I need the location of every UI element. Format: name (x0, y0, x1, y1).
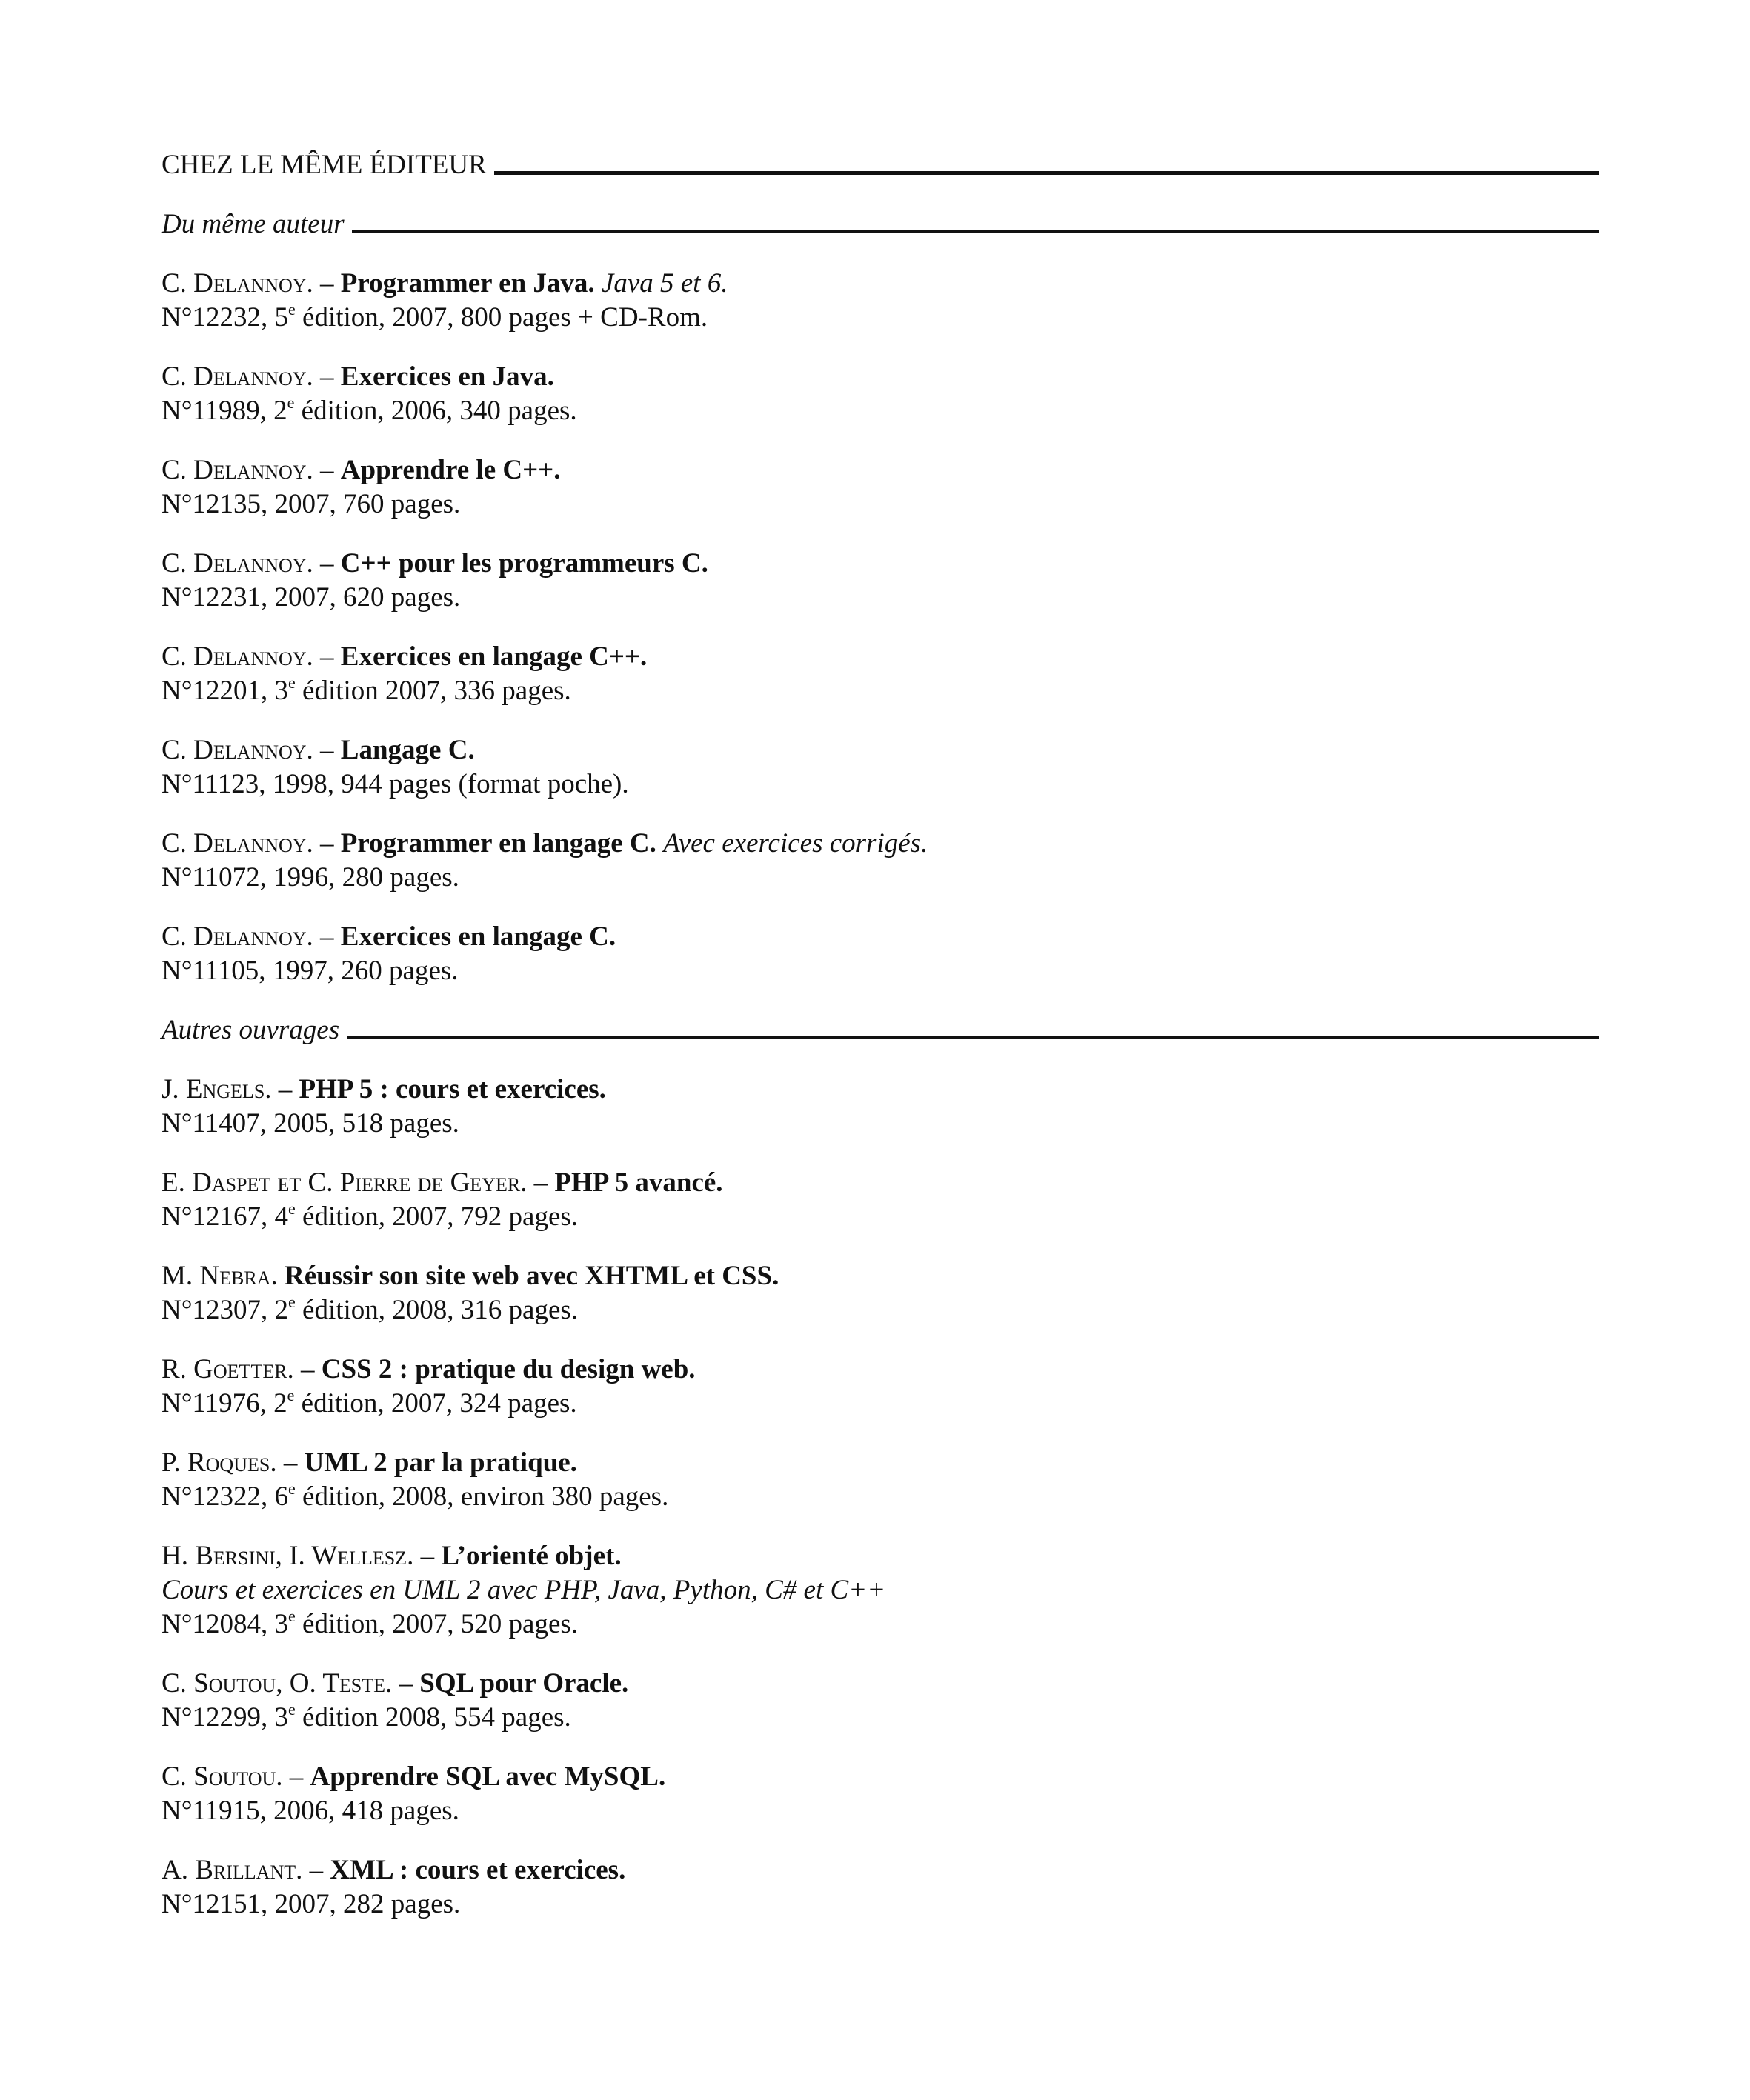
entry-separator: – (533, 1167, 548, 1198)
book-entry (162, 1539, 1599, 1641)
entry-title: CSS 2 : pratique du design web. (321, 1354, 696, 1384)
entry-title: Langage C. (340, 735, 475, 765)
book-entry (162, 1853, 1599, 1921)
entry-reference (162, 1607, 1599, 1641)
entry-reference-main: N°12299, 3 (162, 1702, 289, 1733)
entry-reference-main: N°12135, 2007, 760 pages. (162, 489, 461, 519)
entry-title-line (162, 1259, 1599, 1293)
book-entry (162, 827, 1599, 895)
entry-reference-main: N°12167, 4 (162, 1201, 289, 1232)
entry-title-line (162, 1166, 1599, 1200)
entry-title: Réussir son site web avec XHTML et CSS. (284, 1261, 779, 1291)
entry-reference-main: N°12232, 5 (162, 302, 289, 333)
entry-title-line (162, 360, 1599, 394)
entry-title: UML 2 par la pratique. (304, 1447, 577, 1478)
book-entry (162, 1166, 1599, 1234)
entry-separator: – (320, 828, 334, 859)
entry-authors: M. Nebra. (162, 1261, 278, 1291)
book-entry (162, 1353, 1599, 1421)
entry-authors: P. Roques. (162, 1447, 277, 1478)
entry-title: Apprendre le C++. (340, 455, 561, 485)
entry-reference (162, 394, 1599, 428)
book-entry (162, 547, 1599, 615)
entry-title-line (162, 1073, 1599, 1107)
entry-separator: – (320, 921, 334, 952)
entry-reference (162, 861, 1599, 895)
entry-authors: C. Delannoy. (162, 641, 313, 672)
entry-subtitle: Java 5 et 6. (601, 268, 728, 299)
entry-title-line (162, 1353, 1599, 1387)
entry-title-line (162, 1539, 1599, 1573)
book-entry (162, 920, 1599, 988)
entry-reference (162, 1794, 1599, 1828)
entry-authors: C. Delannoy. (162, 548, 313, 579)
entry-title-line (162, 1446, 1599, 1480)
entry-separator: – (320, 268, 334, 299)
entry-separator: – (320, 641, 334, 672)
entry-title: XML : cours et exercices. (330, 1855, 626, 1885)
entry-reference-rest: édition, 2006, 340 pages. (294, 396, 577, 426)
entry-title: Apprendre SQL avec MySQL. (310, 1761, 666, 1792)
entry-title: Programmer en Java. (340, 268, 595, 299)
entry-authors: J. Engels. (162, 1074, 272, 1104)
entry-reference-rest: édition, 2007, 324 pages. (294, 1388, 577, 1419)
edition-superscript: e (288, 1479, 296, 1498)
entry-separator: – (301, 1354, 315, 1384)
book-entry (162, 1667, 1599, 1735)
entry-title-line (162, 640, 1599, 674)
edition-superscript: e (288, 1292, 296, 1311)
entry-title-line (162, 1667, 1599, 1701)
entry-reference-rest: édition, 2008, 316 pages. (295, 1295, 579, 1325)
entry-title: Exercices en Java. (340, 361, 554, 392)
entry-reference (162, 1387, 1599, 1421)
entry-authors: C. Delannoy. (162, 361, 313, 392)
book-entry (162, 1073, 1599, 1141)
edition-superscript: e (288, 1199, 296, 1218)
entry-reference-main: N°11976, 2 (162, 1388, 287, 1419)
book-entry (162, 1259, 1599, 1327)
entry-reference-main: N°11407, 2005, 518 pages. (162, 1108, 459, 1139)
entry-reference (162, 301, 1599, 335)
entry-reference (162, 1200, 1599, 1234)
sections (162, 207, 1599, 1921)
entry-title: PHP 5 : cours et exercices. (299, 1074, 606, 1104)
entry-reference (162, 674, 1599, 708)
entry-title: L’orienté objet. (441, 1541, 622, 1571)
entry-separator: – (320, 735, 334, 765)
entry-separator: – (309, 1855, 324, 1885)
entry-title-line (162, 547, 1599, 581)
section-heading (162, 207, 1599, 241)
entry-reference (162, 487, 1599, 521)
entry-reference-main: N°12201, 3 (162, 676, 289, 706)
entry-title-line (162, 267, 1599, 301)
edition-superscript: e (288, 299, 296, 319)
book-entry (162, 1760, 1599, 1828)
entry-separator: – (320, 361, 334, 392)
entry-separator: – (278, 1074, 293, 1104)
entry-reference (162, 1887, 1599, 1921)
entry-reference-main: N°12084, 3 (162, 1609, 289, 1639)
entry-reference-main: N°12231, 2007, 620 pages. (162, 582, 461, 613)
entry-authors: C. Delannoy. (162, 268, 313, 299)
entry-authors: C. Delannoy. (162, 828, 313, 859)
entry-separator: – (283, 1447, 298, 1478)
publisher-heading (162, 148, 1599, 182)
entry-subtitle: Avec exercices corrigés. (663, 828, 928, 859)
entry-authors: H. Bersini, I. Wellesz. (162, 1541, 414, 1571)
entry-separator: – (399, 1668, 413, 1699)
book-entry (162, 1446, 1599, 1514)
entry-title: PHP 5 avancé. (554, 1167, 723, 1198)
entry-reference (162, 1701, 1599, 1735)
edition-superscript: e (288, 673, 296, 692)
entry-title-line (162, 453, 1599, 487)
section-heading (162, 1013, 1599, 1047)
entry-reference (162, 581, 1599, 615)
entry-reference-rest: édition 2007, 336 pages. (295, 676, 571, 706)
section-rule (352, 230, 1599, 233)
entry-title: Exercices en langage C. (340, 921, 616, 952)
entry-title: SQL pour Oracle. (419, 1668, 629, 1699)
entry-title-line (162, 1760, 1599, 1794)
section-heading-label: Autres ouvrages (162, 1015, 340, 1045)
entry-reference (162, 1293, 1599, 1327)
book-entry (162, 360, 1599, 428)
entry-reference-main: N°11105, 1997, 260 pages. (162, 956, 459, 986)
entry-title-line (162, 827, 1599, 861)
section-rule (347, 1036, 1599, 1039)
entry-separator: – (289, 1761, 304, 1792)
book-entry (162, 453, 1599, 521)
entry-reference-main: N°11123, 1998, 944 pages (format poche). (162, 769, 629, 799)
entry-reference-rest: édition, 2007, 800 pages + CD-Rom. (295, 302, 708, 333)
entry-authors: A. Brillant. (162, 1855, 303, 1885)
entry-authors: C. Delannoy. (162, 455, 313, 485)
entry-reference (162, 954, 1599, 988)
entry-reference-main: N°12307, 2 (162, 1295, 289, 1325)
entry-title-line (162, 920, 1599, 954)
entry-subline: Cours et exercices en UML 2 avec PHP, Java, Python, C# et C++ (162, 1575, 886, 1605)
entry-reference (162, 767, 1599, 801)
entry-title: C++ pour les programmeurs C. (340, 548, 708, 579)
entry-reference-main: N°12151, 2007, 282 pages. (162, 1889, 461, 1919)
edition-superscript: e (288, 1606, 296, 1625)
book-entry (162, 267, 1599, 335)
edition-superscript: e (288, 1699, 296, 1719)
entry-authors: C. Delannoy. (162, 735, 313, 765)
entry-title-line (162, 1853, 1599, 1887)
entry-authors: E. Daspet et C. Pierre de Geyer. (162, 1167, 528, 1198)
entry-reference-main: N°12322, 6 (162, 1481, 289, 1512)
entry-reference-main: N°11989, 2 (162, 396, 287, 426)
entry-title-line (162, 733, 1599, 767)
entry-separator: – (320, 548, 334, 579)
entry-reference-rest: édition 2008, 554 pages. (295, 1702, 571, 1733)
edition-superscript: e (287, 1385, 295, 1404)
entry-reference-main: N°11072, 1996, 280 pages. (162, 862, 459, 893)
entry-reference (162, 1480, 1599, 1514)
entry-authors: C. Soutou, O. Teste. (162, 1668, 393, 1699)
edition-superscript: e (287, 393, 295, 412)
entry-reference-main: N°11915, 2006, 418 pages. (162, 1796, 459, 1826)
entry-reference-rest: édition, 2007, 520 pages. (295, 1609, 579, 1639)
publisher-heading-label: CHEZ LE MÊME ÉDITEUR (162, 150, 487, 180)
entry-authors: R. Goetter. (162, 1354, 294, 1384)
entry-separator: – (320, 455, 334, 485)
heading-rule (494, 171, 1599, 175)
entry-reference-rest: édition, 2008, environ 380 pages. (295, 1481, 669, 1512)
entry-title: Exercices en langage C++. (340, 641, 648, 672)
section-heading-label: Du même auteur (162, 209, 345, 239)
page (162, 148, 1599, 1921)
book-entry (162, 733, 1599, 801)
entry-title: Programmer en langage C. (340, 828, 656, 859)
book-entry (162, 640, 1599, 708)
entry-reference-rest: édition, 2007, 792 pages. (295, 1201, 579, 1232)
entry-reference (162, 1107, 1599, 1141)
entry-authors: C. Delannoy. (162, 921, 313, 952)
entry-separator: – (420, 1541, 435, 1571)
entry-authors: C. Soutou. (162, 1761, 283, 1792)
